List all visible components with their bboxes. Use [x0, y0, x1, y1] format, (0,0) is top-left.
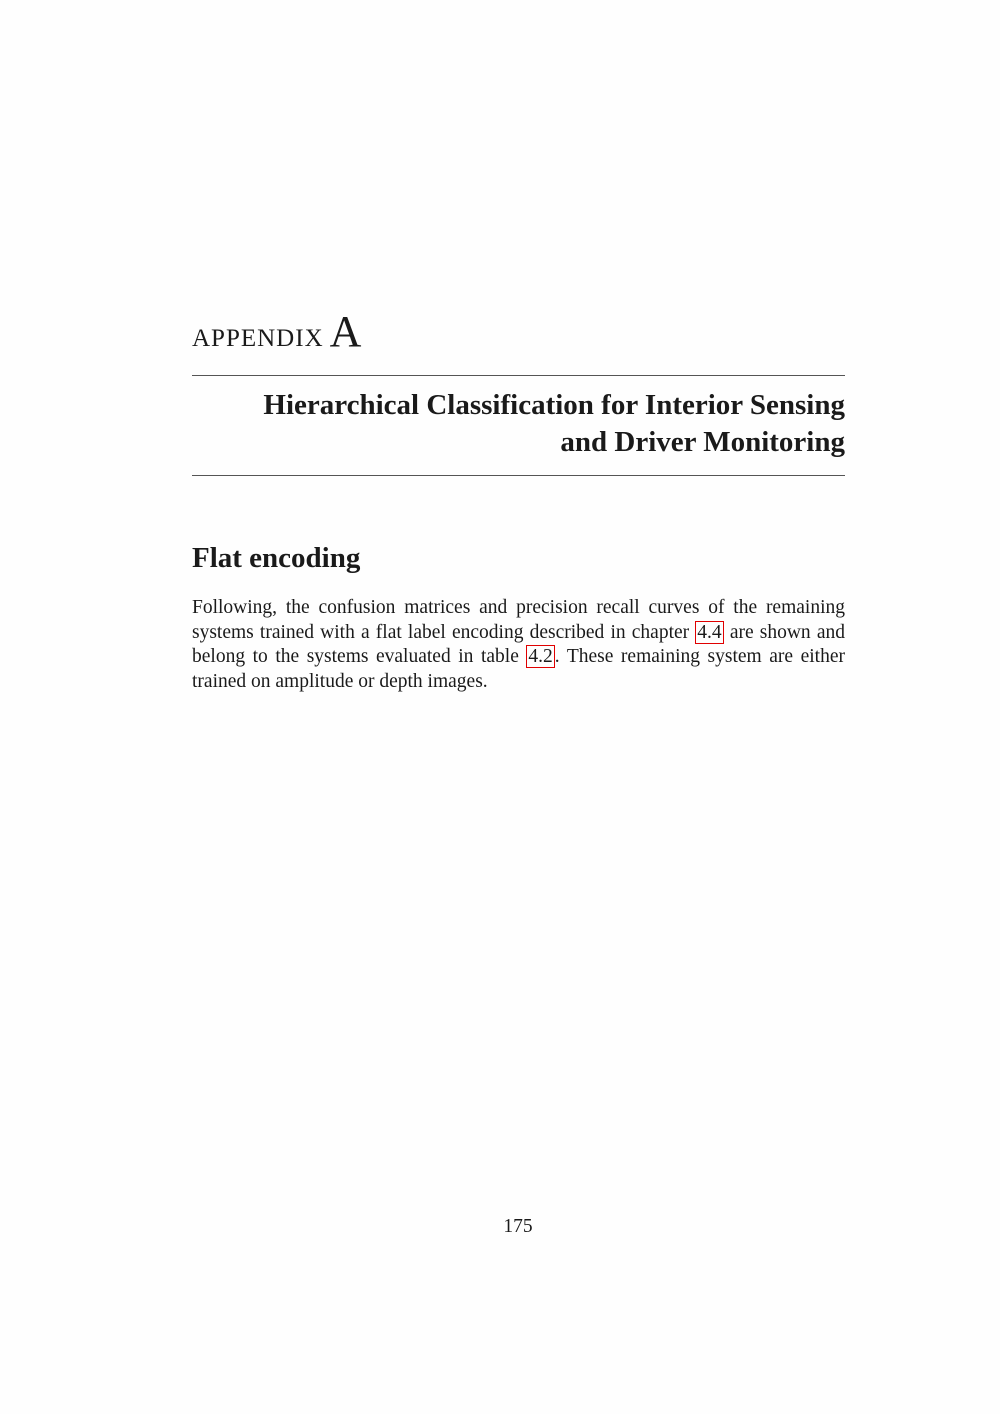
bottom-divider: [192, 475, 845, 476]
chapter-reference-link[interactable]: 4.4: [697, 621, 722, 643]
body-paragraph: [192, 596, 845, 694]
appendix-letter: A: [329, 307, 362, 356]
table-reference-link[interactable]: 4.2: [528, 646, 553, 667]
top-divider: [192, 375, 845, 376]
section-title: Flat encoding: [192, 542, 361, 574]
chapter-title-line-1: Hierarchical Classification for Interior Sensing: [263, 389, 845, 421]
appendix-word: appendix: [192, 314, 324, 354]
paragraph-text-2: are shown and belong to the systems evaluated in table: [192, 621, 845, 667]
chapter-title-line-2: and Driver Monitoring: [560, 426, 845, 458]
appendix-heading: [192, 307, 362, 356]
chapter-title: [192, 387, 845, 461]
paragraph-text-3: . These remaining system are either trained on amplitude or depth images.: [192, 646, 845, 692]
page-number: 175: [503, 1216, 533, 1237]
paragraph-text-1: Following, the confusion matrices and precision recall curves of the remaining systems trained with a flat label encoding described in chapter: [192, 597, 845, 643]
